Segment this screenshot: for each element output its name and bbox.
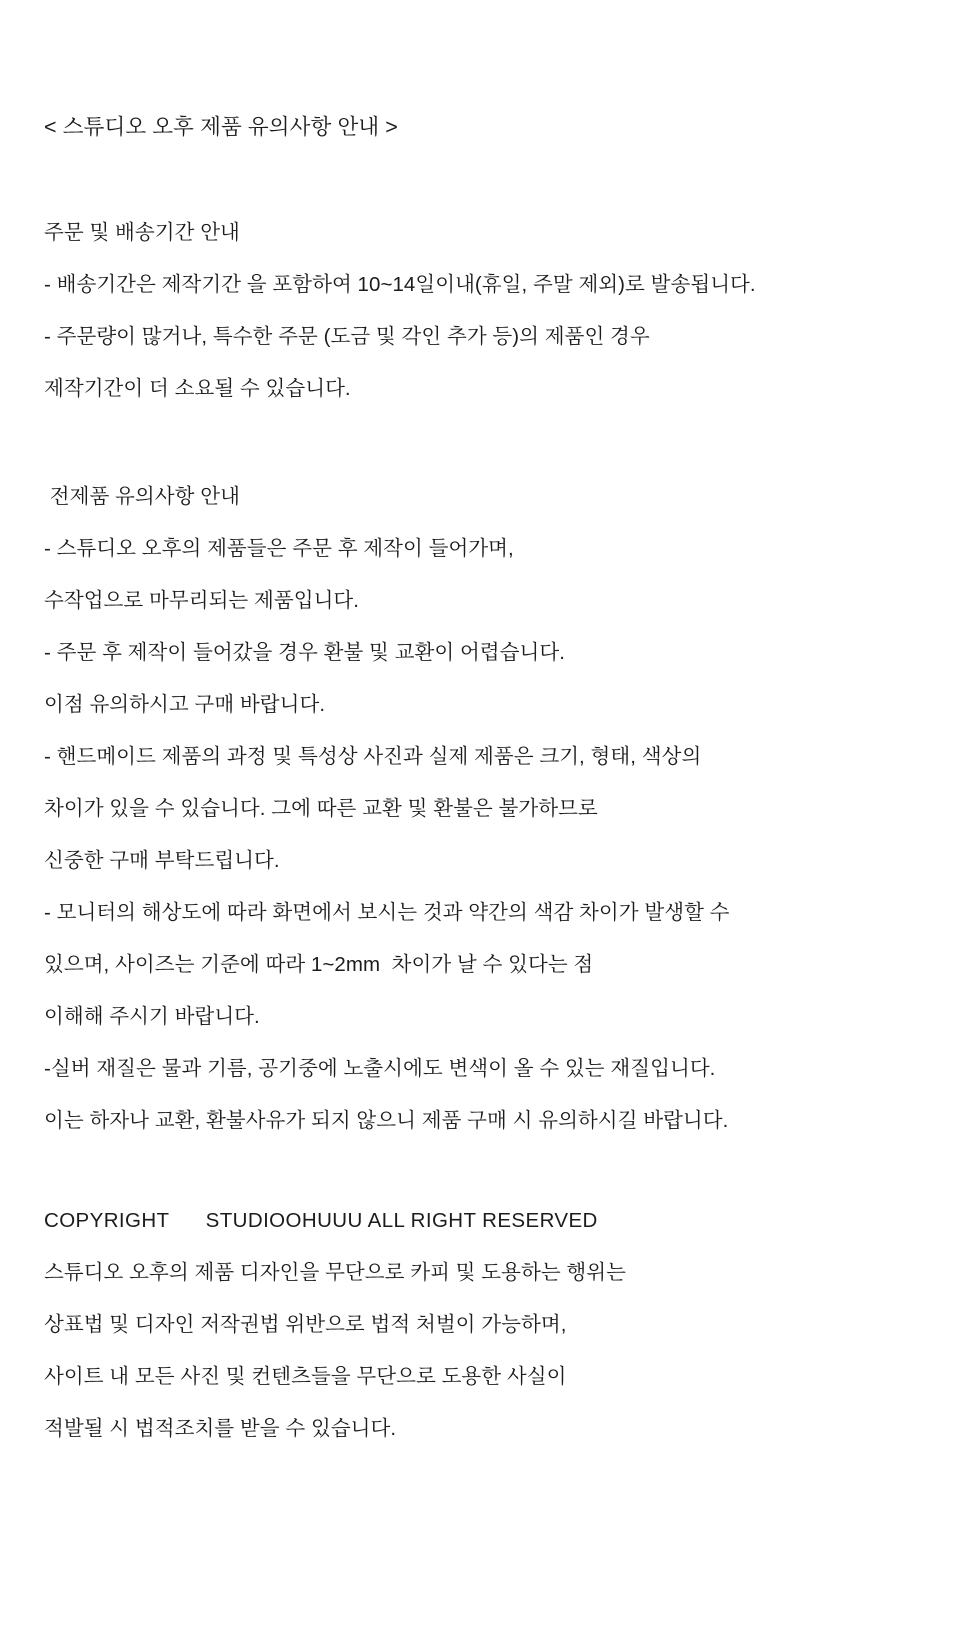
copyright-line: 사이트 내 모든 사진 및 컨텐츠들을 무단으로 도용한 사실이 — [44, 1365, 567, 1389]
spacer — [44, 1147, 916, 1195]
spacer — [44, 143, 916, 207]
copyright-line: 스튜디오 오후의 제품 디자인을 무단으로 카피 및 도용하는 행위는 — [44, 1261, 626, 1285]
section-copyright — [44, 1195, 916, 1455]
notice-line: 수작업으로 마무리되는 제품입니다. — [44, 589, 360, 613]
copyright-notice: COPYRIGHT STUDIOOHUUU ALL RIGHT RESERVED — [44, 1209, 598, 1233]
section-heading: 전제품 유의사항 안내 — [44, 485, 240, 509]
spacer — [44, 415, 916, 471]
notice-line: 있으며, 사이즈는 기준에 따라 1~2mm 차이가 날 수 있다는 점 — [44, 953, 594, 977]
notice-line: - 모니터의 해상도에 따라 화면에서 보시는 것과 약간의 색감 차이가 발생할 수 — [44, 901, 730, 925]
page-title: < 스튜디오 오후 제품 유의사항 안내 > — [44, 115, 398, 139]
notice-line: 이는 하자나 교환, 환불사유가 되지 않으니 제품 구매 시 유의하시길 바랍니다. — [44, 1109, 729, 1133]
section-order-shipping — [44, 207, 916, 415]
copyright-line: 상표법 및 디자인 저작권법 위반으로 법적 처벌이 가능하며, — [44, 1313, 567, 1337]
notice-line: - 배송기간은 제작기간 을 포함하여 10~14일이내(휴일, 주말 제외)로 발송됩니다. — [44, 273, 756, 297]
notice-line: 이해해 주시기 바랍니다. — [44, 1005, 260, 1029]
notice-line: - 스튜디오 오후의 제품들은 주문 후 제작이 들어가며, — [44, 537, 514, 561]
notice-line: -실버 재질은 물과 기름, 공기중에 노출시에도 변색이 올 수 있는 재질입니다. — [44, 1057, 716, 1081]
copyright-line: 적발될 시 법적조치를 받을 수 있습니다. — [44, 1417, 397, 1441]
notice-line: 제작기간이 더 소요될 수 있습니다. — [44, 377, 351, 401]
notice-line: 이점 유의하시고 구매 바랍니다. — [44, 693, 326, 717]
notice-line: 신중한 구매 부탁드립니다. — [44, 849, 280, 873]
notice-line: - 주문 후 제작이 들어갔을 경우 환불 및 교환이 어렵습니다. — [44, 641, 565, 665]
notice-line: 차이가 있을 수 있습니다. 그에 따른 교환 및 환불은 불가하므로 — [44, 797, 598, 821]
notice-line: - 주문량이 많거나, 특수한 주문 (도금 및 각인 추가 등)의 제품인 경우 — [44, 325, 650, 349]
notice-line: - 핸드메이드 제품의 과정 및 특성상 사진과 실제 제품은 크기, 형태, 색상의 — [44, 745, 702, 769]
section-heading: 주문 및 배송기간 안내 — [44, 221, 240, 245]
section-product-notice — [44, 471, 916, 1147]
